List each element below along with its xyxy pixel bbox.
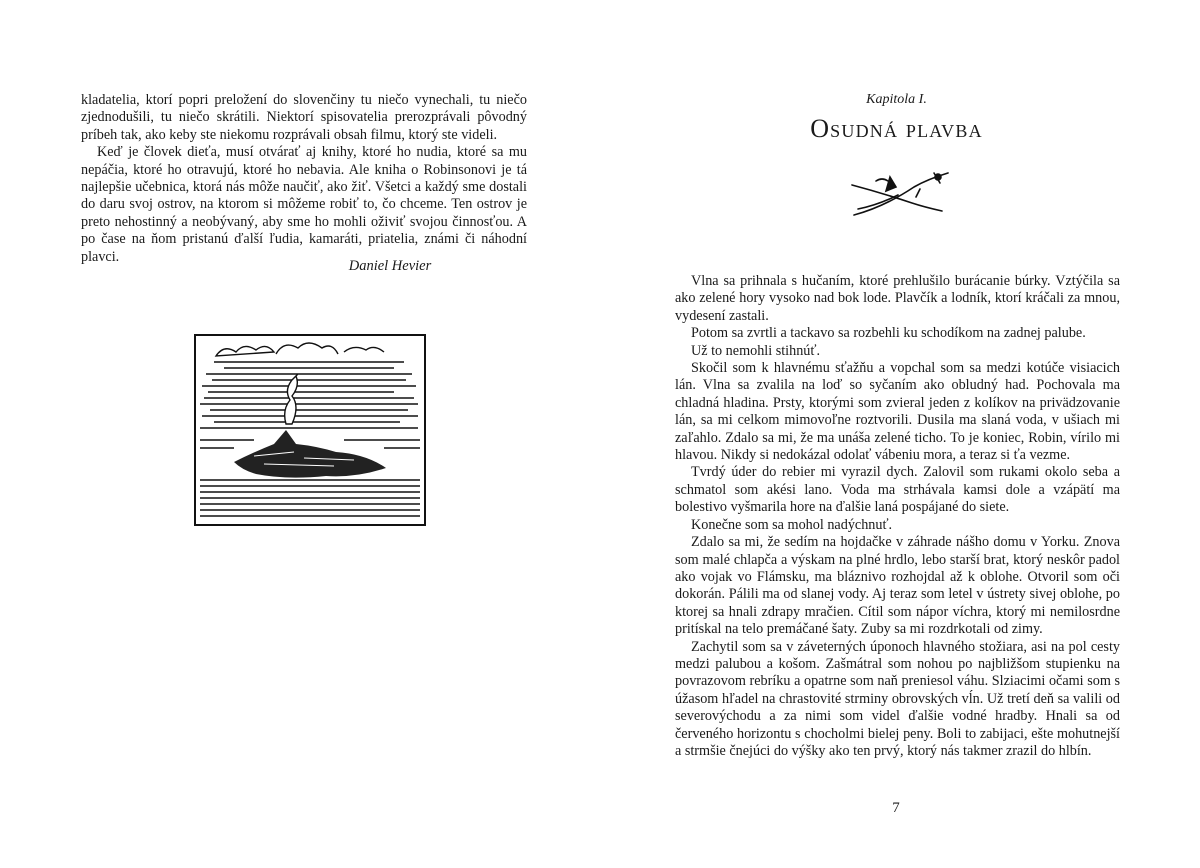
chapter-paragraph-7: Zdalo sa mi, že sedím na hojdačke v záhrade nášho domu v Yorku. Znova som malé chlapča a výskam na plné hrdlo, lebo starší brat, ktorý neskôr padol ako vojak vo Flámsku, ma bláznivo rozhojdal až k oblohe. Otvoril som oči dokorán. Pálili ma od slanej vody. Aj teraz som letel v ústrety sivej oblohe, po ktorej sa hnali zdrapy mračien. Cítil som nápor víchra, ktorý mi nemilosrdne pritískal na telo premáčané šaty. Zuby sa mi rozdrkotali od zimy. xyxy=(675,534,1120,638)
left-page-text xyxy=(81,92,527,266)
left-paragraph-1: kladatelia, ktorí popri preložení do slovenčiny tu niečo vynechali, tu niečo zjednodušili, tu niečo skrátili. Niektorí spisovatelia prerozprávali pôvodný príbeh tak, ako keby ste niekomu rozprávali obsah filmu, ktorý ste videli. xyxy=(81,92,527,143)
chapter-paragraph-4: Skočil som k hlavnému sťažňu a vopchal som sa medzi kotúče visiacich lán. Vlna sa zvalila na loď so syčaním ako obludný had. Pochovala ma chladná hladina. Prsty, ktorými som zvieral jeden z kolíkov na privädzovanie lán, sa mi celkom mimovoľne roztvorili. Dusila ma slaná voda, v ušiach mi zaľahlo. Zdalo sa mi, že ma unáša zelené ticho. To je koniec, Robin, vírilo mi hlavou. Nikdy si nedokázal odolať vábeniu mora, a teraz si ťa vezme. xyxy=(675,360,1120,464)
island-volcano-engraving-icon xyxy=(194,334,426,526)
chapter-paragraph-8: Zachytil som sa v záveterných úponoch hlavného stožiara, asi na pol cesty medzi palubou a košom. Zašmátral som nohou po najbližšom stupienku na povrazovom rebríku a opatrne som naň preniesol váhu. Slziacimi očami som s úžasom hľadel na chrastovité strminy obrovských vĺn. Už tretí deň sa valili od severovýchodu a za nimi som videl ďalšie vodné hradby. Hnali sa od červeného horizontu s chocholmi bielej peny. Boli to zabijaci, ešte mohutnejší a strmšie čnejúci do výšky ako ten prvý, ktorý nás takmer zrazil do hlbín. xyxy=(675,638,1120,759)
page-number: 7 xyxy=(892,800,900,816)
crossed-swords-ornament-icon xyxy=(850,171,954,221)
chapter-paragraph-1: Vlna sa prihnala s hučaním, ktoré prehlušilo burácanie búrky. Vztýčila sa ako zelené hory vysoko nad bok lode. Plavčík a lodník, ktorí kráčali za mnou, vydesení zastali. xyxy=(675,273,1120,324)
chapter-paragraph-6: Konečne som sa mohol nadýchnuť. xyxy=(691,516,893,533)
chapter-text xyxy=(675,273,1120,760)
chapter-label: Kapitola I. xyxy=(866,92,927,107)
author-signature: Daniel Hevier xyxy=(348,258,432,274)
chapter-paragraph-2: Potom sa zvrtli a tackavo sa rozbehli ku schodíkom na zadnej palube. xyxy=(691,325,1086,342)
left-paragraph-2: Keď je človek dieťa, musí otvárať aj knihy, ktoré ho nudia, ktoré sa mu nepáčia, ktoré ho otravujú, ktoré ho nebavia. Ale kniha o Robinsonovi je tá najlepšie učebnica, ktorá nás môže naučiť, ako žiť. Všetci a každý sme dostali do daru svoj ostrov, na ktorom si môžeme robiť to, čo chceme. Ten ostrov je preto nehostinný a neobývaný, aby sme ho mohli oživiť svojou činnosťou. A po čase na ňom pristanú ďalší ľudia, kamaráti, priatelia, známi či náhodní plavci. xyxy=(81,144,527,265)
chapter-title: Osudná plavba xyxy=(810,114,983,143)
right-page xyxy=(600,0,1200,868)
chapter-paragraph-5: Tvrdý úder do rebier mi vyrazil dych. Zalovil som rukami okolo seba a schmatol som akési lano. Voda ma strhávala kamsi dole a vzápätí ma bolestivo vyšmarila hore na ďalšie laná pospájané do siete. xyxy=(675,464,1120,516)
chapter-paragraph-3: Už to nemohli stihnúť. xyxy=(691,342,821,359)
